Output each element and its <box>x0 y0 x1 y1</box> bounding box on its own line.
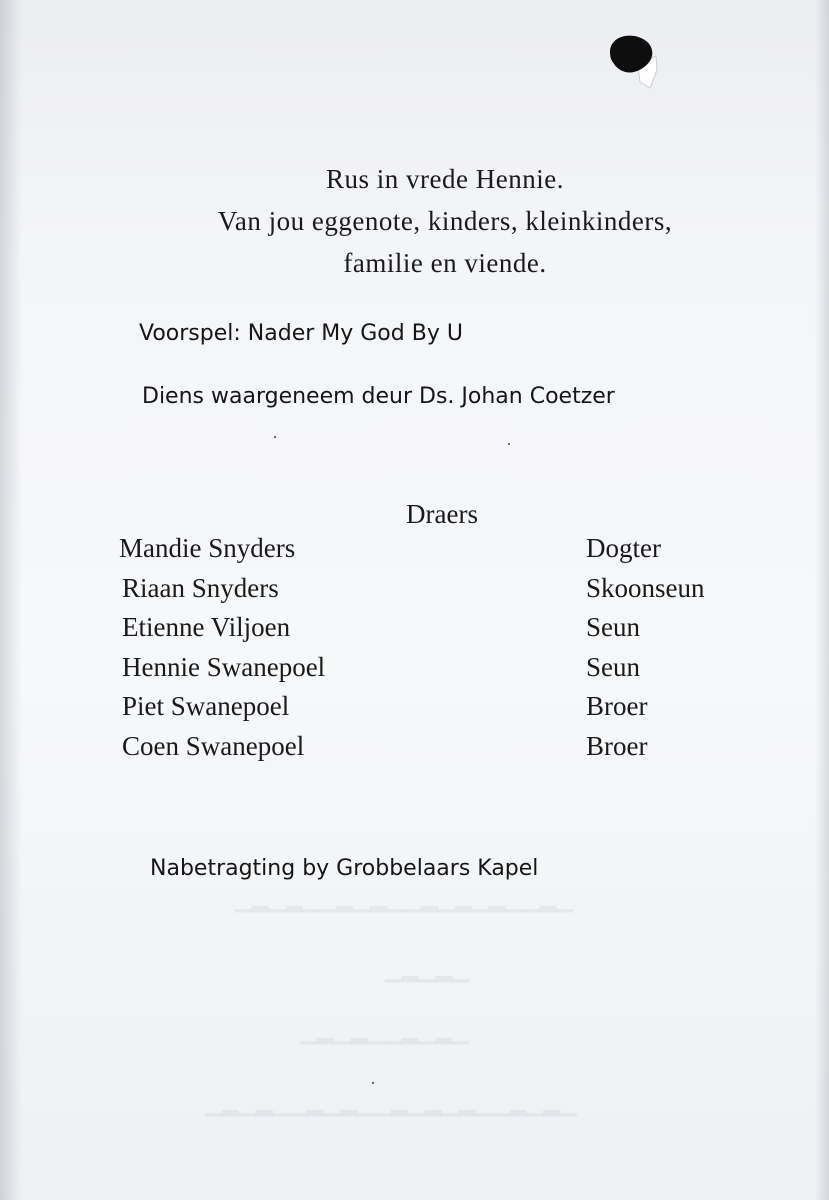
dedication-line: Van jou eggenote, kinders, kleinkinders, <box>217 206 673 236</box>
bearer-name: Coen Swanepoel <box>122 730 305 761</box>
bearer-name: Etienne Viljoen <box>122 612 291 642</box>
show-through-text: ▁▂▁▂▁ <box>385 958 470 983</box>
page-shadow-right <box>815 0 829 1200</box>
bearer-row <box>119 612 759 652</box>
bearer-row <box>119 573 759 613</box>
show-through-text: ▁▂▁▂▁▁▂▁▂▁ <box>300 1020 470 1045</box>
bearer-name: Riaan Snyders <box>122 572 279 603</box>
punched-hole-icon <box>604 30 660 90</box>
bearer-relation: Broer <box>586 691 648 721</box>
speck <box>372 1082 374 1084</box>
bearer-row <box>119 652 759 692</box>
bearer-row <box>119 533 759 573</box>
bearers-list <box>119 533 759 770</box>
bearer-relation: Seun <box>586 612 640 642</box>
show-through-text: ▁▂▁▂▁▁▂▁▂▁▁▂▁▂▁▂▁▁▂▁▂▁ <box>205 1092 578 1117</box>
speck <box>508 443 510 445</box>
prelude-text: Voorspel: Nader My God By U <box>139 321 463 346</box>
page-shadow-left <box>0 0 22 1200</box>
bearer-row <box>119 731 759 771</box>
bearer-row <box>119 691 759 731</box>
speck <box>274 436 276 438</box>
bearer-name: Piet Swanepoel <box>122 691 290 721</box>
dedication-line: familie en viende. <box>343 248 547 278</box>
bearer-relation: Seun <box>586 651 640 682</box>
bearer-name: Hennie Swanepoel <box>122 651 326 682</box>
dedication-line: Rus in vrede Hennie. <box>326 164 564 194</box>
dedication <box>120 158 770 284</box>
bearer-relation: Skoonseun <box>586 572 705 603</box>
bearer-name: Mandie Snyders <box>119 533 296 563</box>
bearer-relation: Broer <box>586 730 648 761</box>
bearer-relation: Dogter <box>586 533 661 563</box>
show-through-text: ▁▂▁▂▁▁▂▁▂▁▁▂▁▂▁▂▁▁▂▁ <box>235 888 574 913</box>
service-text: Diens waargeneem deur Ds. Johan Coetzer <box>142 384 615 409</box>
reception-text: Nabetragting by Grobbelaars Kapel <box>150 856 539 881</box>
bearers-heading: Draers <box>406 499 478 529</box>
